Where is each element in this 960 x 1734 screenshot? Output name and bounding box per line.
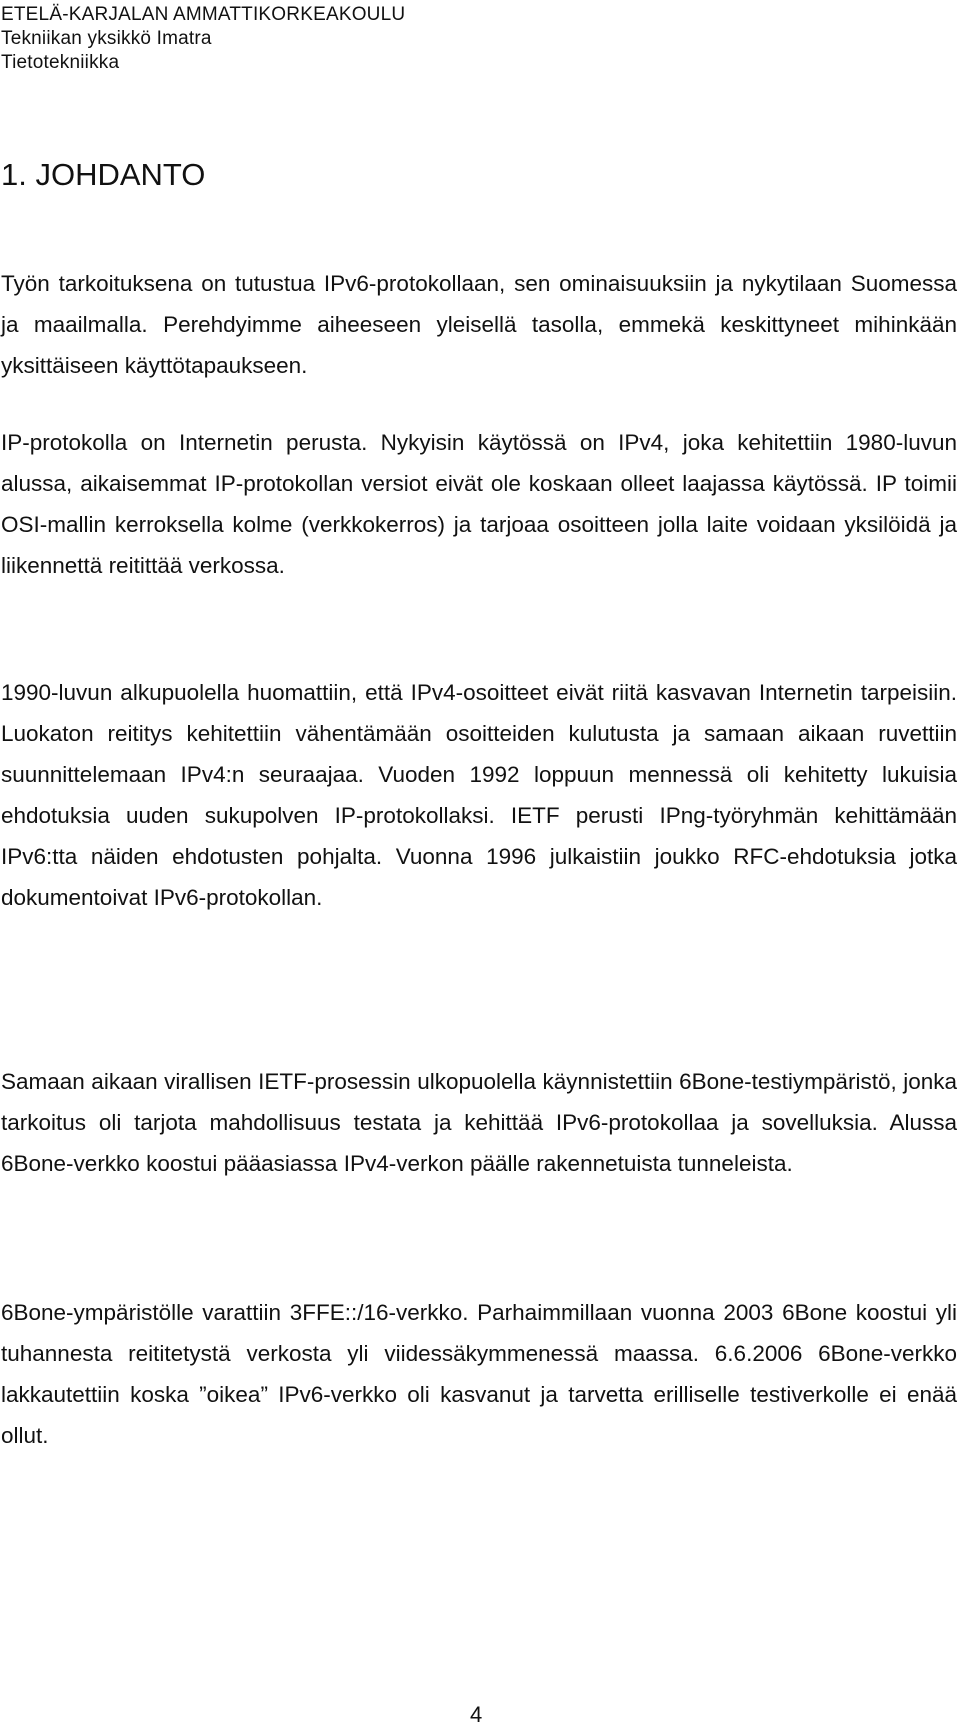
paragraph-ipv4-shortage: 1990-luvun alkupuolella huomattiin, että IPv4-osoitteet eivät riitä kasvavan Internetin tarpeisiin. Luokaton reititys kehitettiin vähentämään osoitteiden kulutusta ja samaan aikaan ruvettiin suunnittelemaan IPv4:n seuraajaa. Vuoden 1992 loppuun mennessä oli kehitetty lukuisia ehdotuksia uuden sukupolven IP-protokollaksi. IETF perusti IPng-työryhmän kehittämään IPv6:tta näiden ehdotusten pohjalta. Vuonna 1996 julkaistiin joukko RFC-ehdotuksia jotka dokumentoivat IPv6-protokollan. bbox=[1, 680, 957, 910]
page-number: 4 bbox=[470, 1702, 483, 1727]
unit-name: Tekniikan yksikkö Imatra bbox=[1, 28, 212, 49]
section-heading: 1. JOHDANTO bbox=[1, 157, 206, 192]
institution-name: ETELÄ-KARJALAN AMMATTIKORKEAKOULU bbox=[1, 4, 406, 25]
paragraph-6bone-testbed: Samaan aikaan virallisen IETF-prosessin ulkopuolella käynnistettiin 6Bone-testiympäristö, jonka tarkoitus oli tarjota mahdollisuus testata ja kehittää IPv6-protokollaa ja sovelluksia. Alussa 6Bone-verkko koostui pääasiassa IPv4-verkon päälle rakennetuista tunneleista. bbox=[1, 1069, 957, 1176]
paragraph-purpose: Työn tarkoituksena on tutustua IPv6-protokollaan, sen ominaisuuksiin ja nykytilaan Suomessa ja maailmalla. Perehdyimme aiheeseen yleisellä tasolla, emmekä keskittyneet mihinkään yksittäiseen käyttötapaukseen. bbox=[1, 271, 957, 378]
page-header bbox=[1, 3, 405, 75]
paragraph-6bone-history: 6Bone-ympäristölle varattiin 3FFE::/16-verkko. Parhaimmillaan vuonna 2003 6Bone koostui yli tuhannesta reititetystä verkosta yli viidessäkymmenessä maassa. 6.6.2006 6Bone-verkko lakkautettiin koska ”oikea” IPv6-verkko oli kasvanut ja tarvetta erilliselle testiverkolle ei enää ollut. bbox=[1, 1300, 957, 1448]
paragraph-ip-protocol: IP-protokolla on Internetin perusta. Nykyisin käytössä on IPv4, joka kehitettiin 1980-luvun alussa, aikaisemmat IP-protokollan versiot eivät ole koskaan olleet laajassa käytössä. IP toimii OSI-mallin kerroksella kolme (verkkokerros) ja tarjoaa osoitteen jolla laite voidaan yksilöidä ja liikennettä reitittää verkossa. bbox=[1, 430, 957, 578]
department-name: Tietotekniikka bbox=[1, 52, 120, 73]
